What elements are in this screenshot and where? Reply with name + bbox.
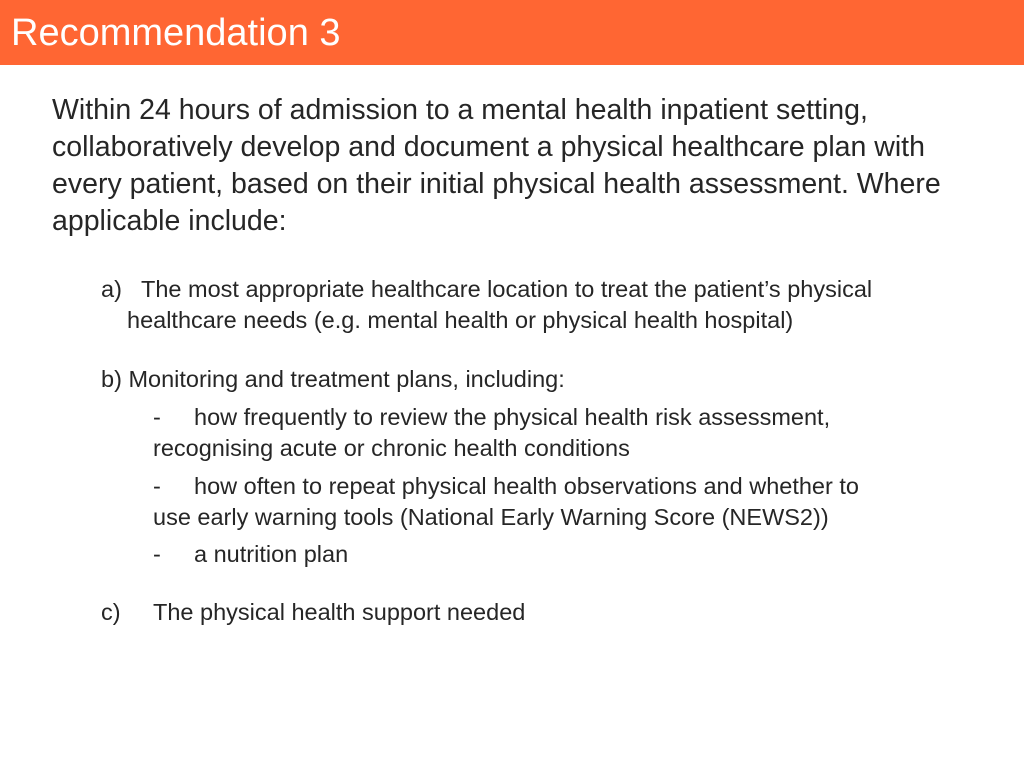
sub-item-line2: use early warning tools (National Early Warning Score (NEWS2)) (153, 503, 829, 530)
dash-bullet: - (153, 473, 161, 499)
intro-paragraph: Within 24 hours of admission to a mental health inpatient setting, collaboratively develop and document a physical healthcare plan with every patient, based on their initial physical health assessment. Where applicable include: (52, 94, 941, 237)
item-b-label: b) (101, 366, 122, 392)
item-c-label: c) (101, 599, 121, 625)
item-a-label: a) (101, 276, 122, 302)
sub-item-review-frequency (153, 402, 953, 463)
sub-item-nutrition (153, 539, 953, 570)
dash-bullet: - (153, 404, 161, 430)
item-b-text: Monitoring and treatment plans, including: (128, 366, 565, 392)
slide-title: Recommendation 3 (11, 12, 341, 54)
item-c-text: The physical health support needed (153, 599, 526, 625)
sub-item-line2: recognising acute or chronic health conditions (153, 434, 630, 461)
sub-item-line1: a nutrition plan (194, 541, 349, 567)
item-a-line2: healthcare needs (e.g. mental health or physical health hospital) (127, 306, 794, 333)
list-item-c (101, 597, 981, 628)
dash-bullet: - (153, 541, 161, 567)
sub-item-observations (153, 471, 953, 532)
title-bar (0, 0, 1024, 65)
list-item-b (101, 364, 981, 395)
sub-item-line1: how often to repeat physical health observations and whether to (194, 473, 859, 499)
list-item-a (101, 274, 981, 335)
sub-item-line1: how frequently to review the physical health risk assessment, (194, 404, 831, 430)
item-a-line1: The most appropriate healthcare location to treat the patient’s physical (141, 276, 873, 302)
